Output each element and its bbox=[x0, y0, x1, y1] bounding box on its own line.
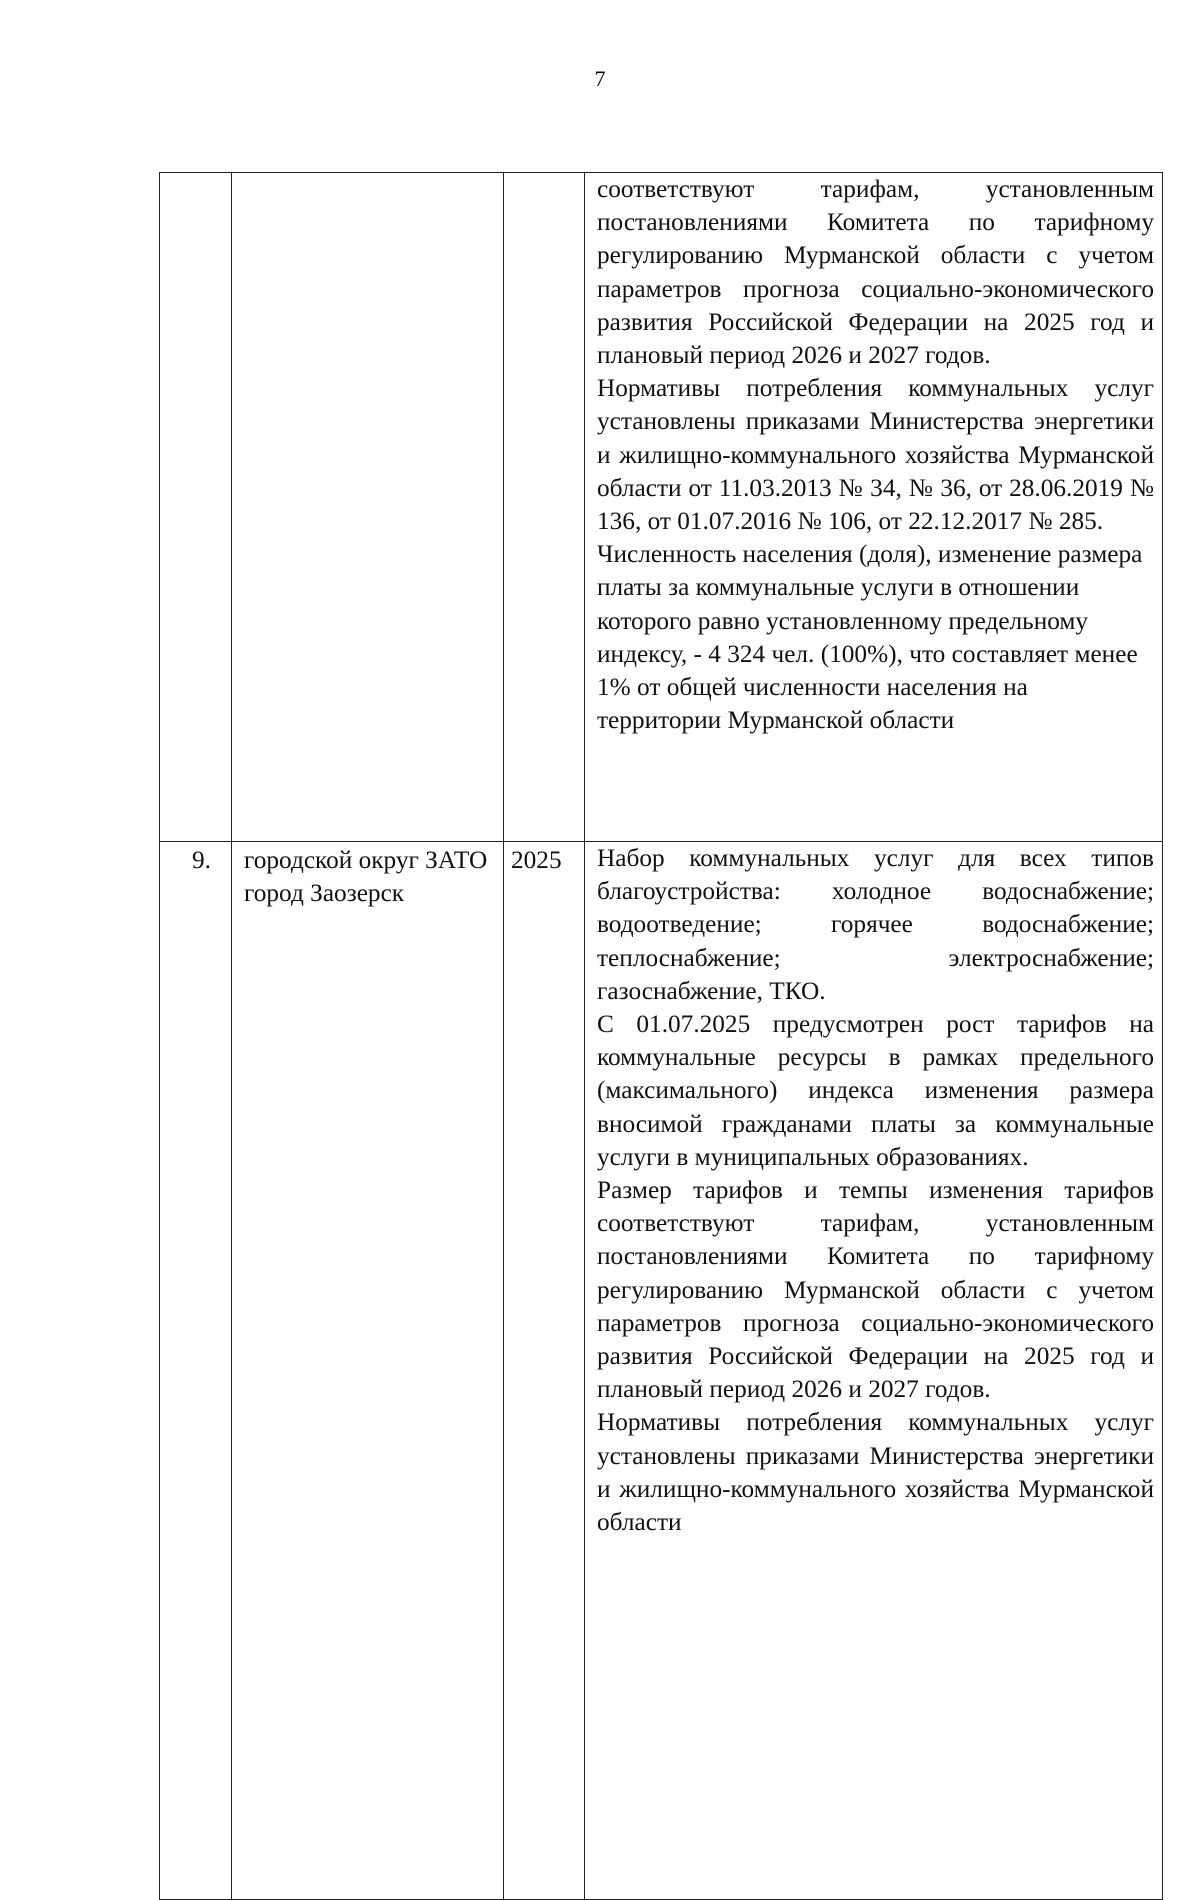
table-row bbox=[160, 173, 1163, 842]
municipality-name bbox=[232, 173, 504, 842]
table-row bbox=[160, 842, 1163, 1900]
row-year: 2025 bbox=[504, 842, 585, 1900]
description-paragraph: Размер тарифов и темпы изменения тарифов соответствуют тарифам, установленным постановлениями Комитета по тарифному регулированию Мурманской области с учетом параметров прогноза социально-экономического развития Российской Федерации на 2025 год и плановый период 2026 и 2027 годов. bbox=[597, 1176, 1154, 1404]
description-paragraph: соответствуют тарифам, установленным постановлениями Комитета по тарифному регулированию Мурманской области с учетом параметров прогноза социально-экономического развития Российской Федерации на 2025 год и плановый период 2026 и 2027 годов. bbox=[597, 175, 1154, 370]
row-year bbox=[504, 173, 585, 842]
municipality-name: городской округ ЗАТО город Заозерск bbox=[232, 842, 504, 1900]
row-number bbox=[160, 173, 232, 842]
description-paragraph: Нормативы потребления коммунальных услуг установлены приказами Министерства энергетики и жилищно-коммунального хозяйства Мурманской области bbox=[597, 1408, 1154, 1537]
page-number: 7 bbox=[594, 66, 606, 91]
description-cell bbox=[585, 842, 1163, 1900]
description-paragraph: Численность населения (доля), изменение размера платы за коммунальные услуги в отношении которого равно установленному предельному индексу, - 4 324 чел. (100%), что составляет менее 1% от общей численности населения на территории Мурманской области bbox=[597, 540, 1143, 735]
description-cell bbox=[585, 173, 1163, 842]
description-paragraph: Нормативы потребления коммунальных услуг установлены приказами Министерства энергетики и жилищно-коммунального хозяйства Мурманской области от 11.03.2013 № 34, № 36, от 28.06.2019 № 136, от 01.07.2016 № 106, от 22.12.2017 № 285. bbox=[597, 374, 1154, 536]
row-number: 9. bbox=[160, 842, 232, 1900]
tariff-table bbox=[159, 172, 1163, 1900]
description-paragraph: С 01.07.2025 предусмотрен рост тарифов на коммунальные ресурсы в рамках предельного (максимального) индекса изменения размера вносимой гражданами платы за коммунальные услуги в муниципальных образованиях. bbox=[597, 1010, 1154, 1171]
description-paragraph: Набор коммунальных услуг для всех типов благоустройства: холодное водоснабжение; водоотведение; горячее водоснабжение; теплоснабжение; электроснабжение; газоснабжение, ТКО. bbox=[597, 844, 1154, 1005]
